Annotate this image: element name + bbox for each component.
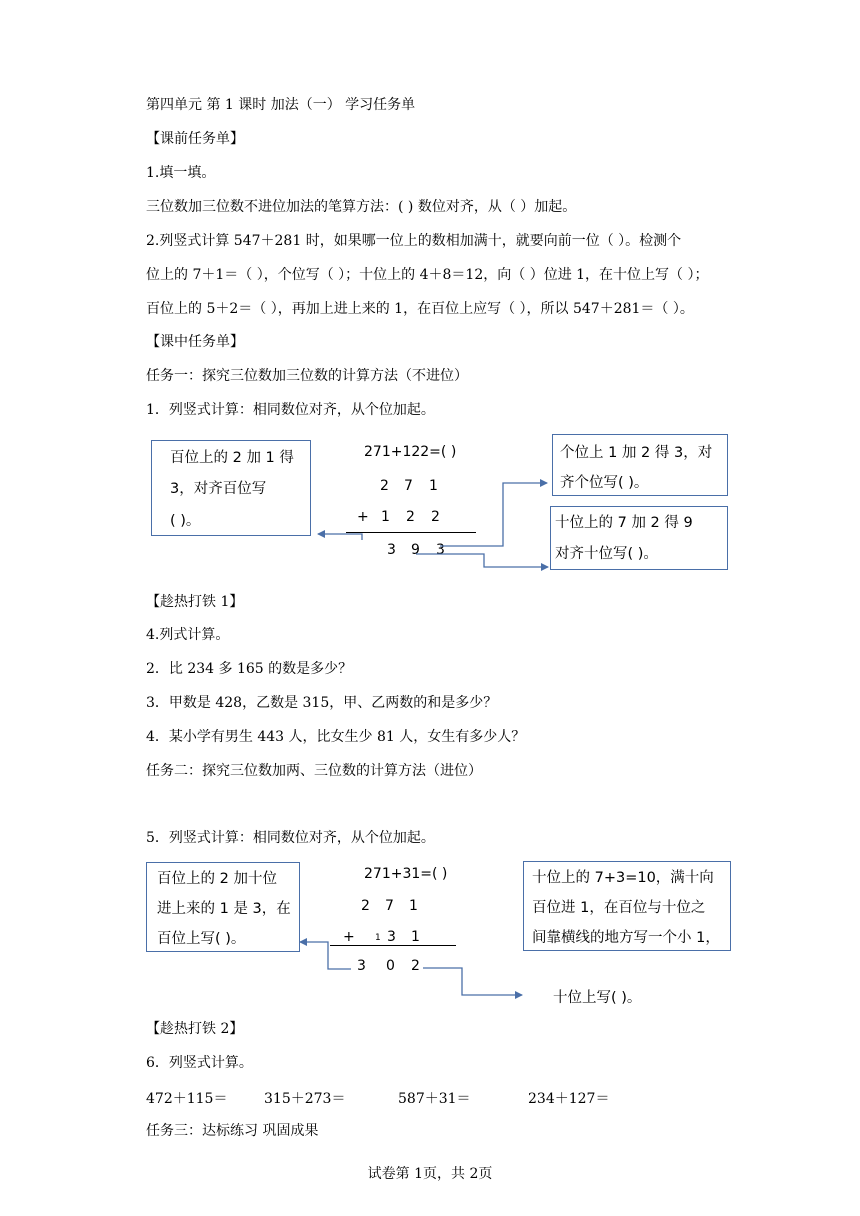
diagram2-sum-line (330, 945, 456, 946)
page-title: 第四单元 第 1 课时 加法（一） 学习任务单 (146, 97, 416, 113)
diagram2-result-digit: 2 (411, 958, 420, 974)
practice1-q4: 4.列式计算。 (146, 627, 230, 643)
pre-class-q1-text: 三位数加三位数不进位加法的笔算方法：( ) 数位对齐，从（ ）加起。 (146, 199, 577, 215)
in-class-heading: 【课中任务单】 (146, 334, 244, 350)
task2-title: 任务二：探究三位数加两、三位数的计算方法（进位） (146, 763, 482, 779)
arrow-hundreds-to-left-box (300, 942, 351, 969)
diagram2-left-line2: 进上来的 1 是 3，在 (157, 901, 291, 917)
exercise-item: 587＋31＝ (398, 1091, 471, 1107)
diagram1-plus-sign: + (357, 509, 369, 525)
exercise-item: 315＋273＝ (264, 1091, 346, 1107)
diagram2-right-line2: 百位进 1，在百位与十位之 (532, 900, 706, 916)
arrow-tens-to-note (423, 968, 522, 995)
diagram1-result-digit: 3 (387, 542, 396, 558)
diagram2-bottom-digit: 1 (411, 929, 420, 945)
diagram1-left-line2: 3，对齐百位写 (170, 481, 267, 497)
pre-class-q2-line2: 位上的 7＋1＝（ ），个位写（ ）；十位上的 4＋8＝12，向（ ）位进 1，在十位上写（ ）； (146, 267, 709, 283)
diagram2-result-digit: 3 (357, 958, 366, 974)
practice2-heading: 【趁热打铁 2】 (146, 1021, 244, 1037)
task3-title: 任务三：达标练习 巩固成果 (146, 1123, 319, 1139)
diagram1-bottom-digit: 2 (406, 509, 415, 525)
diagram1-right-bottom-box (550, 506, 728, 570)
diagram1-right-top-line1: 个位上 1 加 2 得 3，对 (560, 445, 713, 461)
diagram1-left-line1: 百位上的 2 加 1 得 (170, 450, 294, 466)
diagram1-right-bottom-line2: 对齐十位写( )。 (555, 546, 658, 562)
pre-class-heading: 【课前任务单】 (146, 131, 244, 147)
diagram2-left-line3: 百位上写( )。 (157, 931, 246, 947)
diagram1-right-bottom-line1: 十位上的 7 加 2 得 9 (555, 515, 693, 531)
diagram2-right-line1: 十位上的 7+3=10，满十向 (532, 870, 714, 886)
pre-class-q1: 1.填一填。 (146, 165, 216, 181)
diagram2-plus-sign: + (343, 929, 355, 945)
diagram2-top-digit: 7 (385, 898, 394, 914)
diagram2-top-digit: 2 (361, 898, 370, 914)
exercise-item: 234＋127＝ (528, 1091, 610, 1107)
diagram1-bottom-digit: 2 (431, 509, 440, 525)
diagram1-left-box (151, 440, 311, 536)
diagram1-top-digit: 1 (429, 478, 438, 494)
diagram1-left-line3: ( )。 (170, 513, 201, 529)
diagram2-carry-mark: 1 (375, 933, 381, 943)
arrow-hundreds-to-left-box (318, 534, 362, 540)
task1-title: 任务一：探究三位数加三位数的计算方法（不进位） (146, 368, 468, 384)
arrow-ones-to-right-top-box (440, 483, 547, 546)
practice1-q2: 2．比 234 多 165 的数是多少？ (146, 661, 353, 677)
practice1-heading: 【趁热打铁 1】 (146, 594, 244, 610)
diagram2-right-box (523, 861, 731, 951)
diagram1-top-digit: 7 (404, 478, 413, 494)
diagram1-equation: 271+122=( ) (364, 444, 457, 460)
diagram2-top-digit: 1 (409, 898, 418, 914)
diagram2-tens-note: 十位上写( )。 (553, 990, 642, 1006)
diagram1-top-digit: 2 (380, 478, 389, 494)
page-footer: 试卷第 1页，共 2页 (367, 1166, 493, 1182)
in-class-q1: 1．列竖式计算：相同数位对齐，从个位加起。 (146, 402, 435, 418)
diagram2-equation: 271+31=( ) (364, 866, 448, 882)
diagram2-left-box (146, 862, 300, 952)
diagram1-result-digit: 9 (411, 542, 420, 558)
practice1-q3: 3．甲数是 428，乙数是 315，甲、乙两数的和是多少？ (146, 695, 498, 711)
pre-class-q2-line1: 2.列竖式计算 547＋281 时，如果哪一位上的数相加满十，就要向前一位（ ）。检测个 (146, 233, 682, 249)
exercise-item: 472＋115＝ (146, 1091, 228, 1107)
pre-class-q2-line3: 百位上的 5＋2＝（ ），再加上进上来的 1，在百位上应写（ ），所以 547＋281＝（ ）。 (146, 301, 694, 317)
practice2-q6: 6．列竖式计算。 (146, 1055, 253, 1071)
diagram2-bottom-digit: 3 (387, 929, 396, 945)
diagram2-result-digit: 0 (386, 958, 395, 974)
diagram2-right-line3: 间靠横线的地方写一个小 1， (532, 930, 720, 946)
diagram1-bottom-digit: 1 (381, 509, 390, 525)
diagram1-right-top-box (552, 434, 728, 496)
practice1-q4b: 4．某小学有男生 443 人，比女生少 81 人，女生有多少人？ (146, 729, 526, 745)
diagram2-left-line1: 百位上的 2 加十位 (157, 871, 277, 887)
diagram1-sum-line (346, 532, 476, 533)
q5: 5．列竖式计算：相同数位对齐，从个位加起。 (146, 830, 435, 846)
diagram1-right-top-line2: 齐个位写( )。 (560, 475, 649, 491)
diagram1-result-digit: 3 (436, 542, 445, 558)
